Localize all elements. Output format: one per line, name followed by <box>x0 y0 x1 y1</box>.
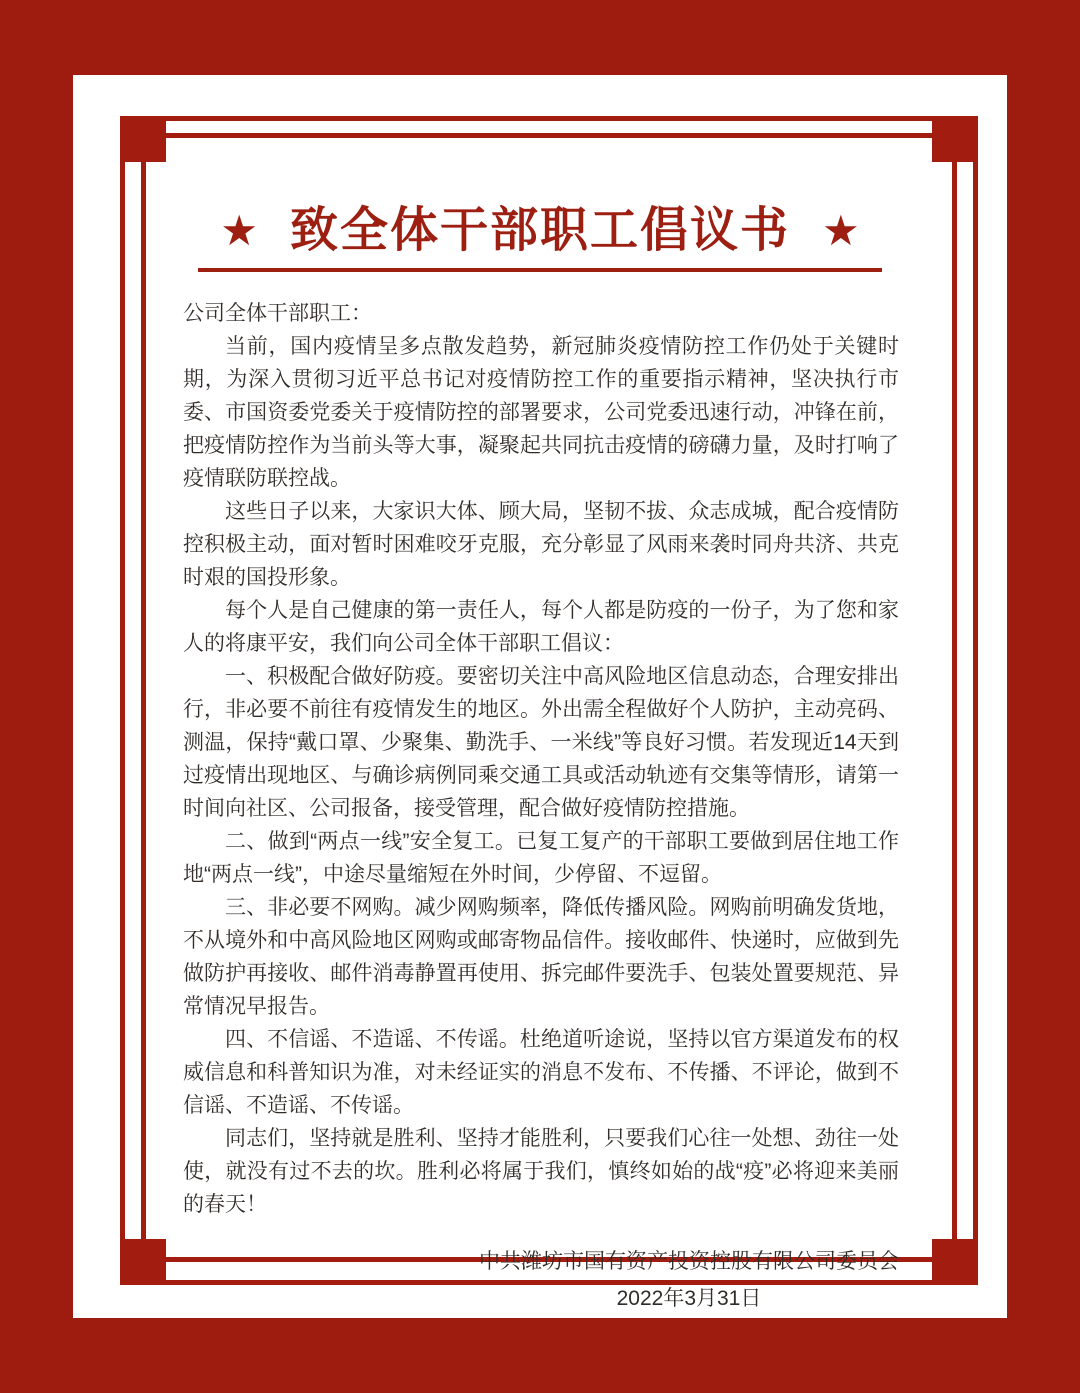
letter-body <box>183 297 899 1317</box>
corner-square-bottom-left <box>120 1239 166 1285</box>
corner-square-top-right <box>932 116 978 162</box>
title-row <box>73 204 1007 257</box>
paragraph-praise: 这些日子以来，大家识大体、顾大局，坚韧不拔、众志成城，配合疫情防控积极主动，面对暂时困难咬牙克服，充分彰显了风雨来袭时同舟共济、共克时艰的国投形象。 <box>183 500 899 589</box>
paragraph-item-2: 二、做到“两点一线”安全复工。已复工复产的干部职工要做到居住地工作地“两点一线”，中途尽量缩短在外时间，少停留、不逗留。 <box>183 830 899 886</box>
notice-page <box>73 75 1007 1318</box>
signature-block <box>479 1243 899 1317</box>
page-title: 致全体干部职工倡议书 <box>289 204 790 257</box>
paragraph-item-3: 三、非必要不网购。减少网购频率，降低传播风险。网购前明确发货地，不从境外和中高风险地区网购或邮寄物品信件。接收邮件、快递时，应做到先做防护再接收、邮件消毒静置再使用、拆完邮件要洗手、包装处置要规范、异常情况早报告。 <box>183 896 899 1018</box>
signature-org: 中共潍坊市国有资产投资控股有限公司委员会 <box>479 1250 899 1273</box>
paragraph-item-4: 四、不信谣、不造谣、不传谣。杜绝道听途说，坚持以官方渠道发布的权威信息和科普知识为准，对未经证实的消息不发布、不传播、不评论，做到不信谣、不造谣、不传谣。 <box>183 1028 899 1117</box>
title-underline <box>198 268 882 272</box>
star-icon: ★ <box>220 207 258 254</box>
paragraph-lead-in: 每个人是自己健康的第一责任人，每个人都是防疫的一份子，为了您和家人的将康平安，我们向公司全体干部职工倡议： <box>183 599 899 655</box>
paragraph-item-1: 一、积极配合做好防疫。要密切关注中高风险地区信息动态，合理安排出行，非必要不前往有疫情发生的地区。外出需全程做好个人防护，主动亮码、测温，保持“戴口罩、少聚集、勤洗手、一米线”等良好习惯。若发现近14天到过疫情出现地区、与确诊病例同乘交通工具或活动轨迹有交集等情形，请第一时间向社区、公司报备，接受管理，配合做好疫情防控措施。 <box>183 665 899 820</box>
salutation: 公司全体干部职工： <box>183 302 372 325</box>
paragraph-closing: 同志们，坚持就是胜利、坚持才能胜利，只要我们心往一处想、劲往一处使，就没有过不去的坎。胜利必将属于我们，慎终如始的战“疫”必将迎来美丽的春天！ <box>183 1127 899 1216</box>
corner-square-bottom-right <box>932 1239 978 1285</box>
corner-square-top-left <box>120 116 166 162</box>
signature-date: 2022年3月31日 <box>616 1287 762 1310</box>
star-icon: ★ <box>822 207 860 254</box>
paragraph-intro: 当前，国内疫情呈多点散发趋势，新冠肺炎疫情防控工作仍处于关键时期，为深入贯彻习近平总书记对疫情防控工作的重要指示精神，坚决执行市委、市国资委党委关于疫情防控的部署要求，公司党委迅速行动，冲锋在前，把疫情防控作为当前头等大事，凝聚起共同抗击疫情的磅礴力量，及时打响了疫情联防联控战。 <box>183 335 899 490</box>
